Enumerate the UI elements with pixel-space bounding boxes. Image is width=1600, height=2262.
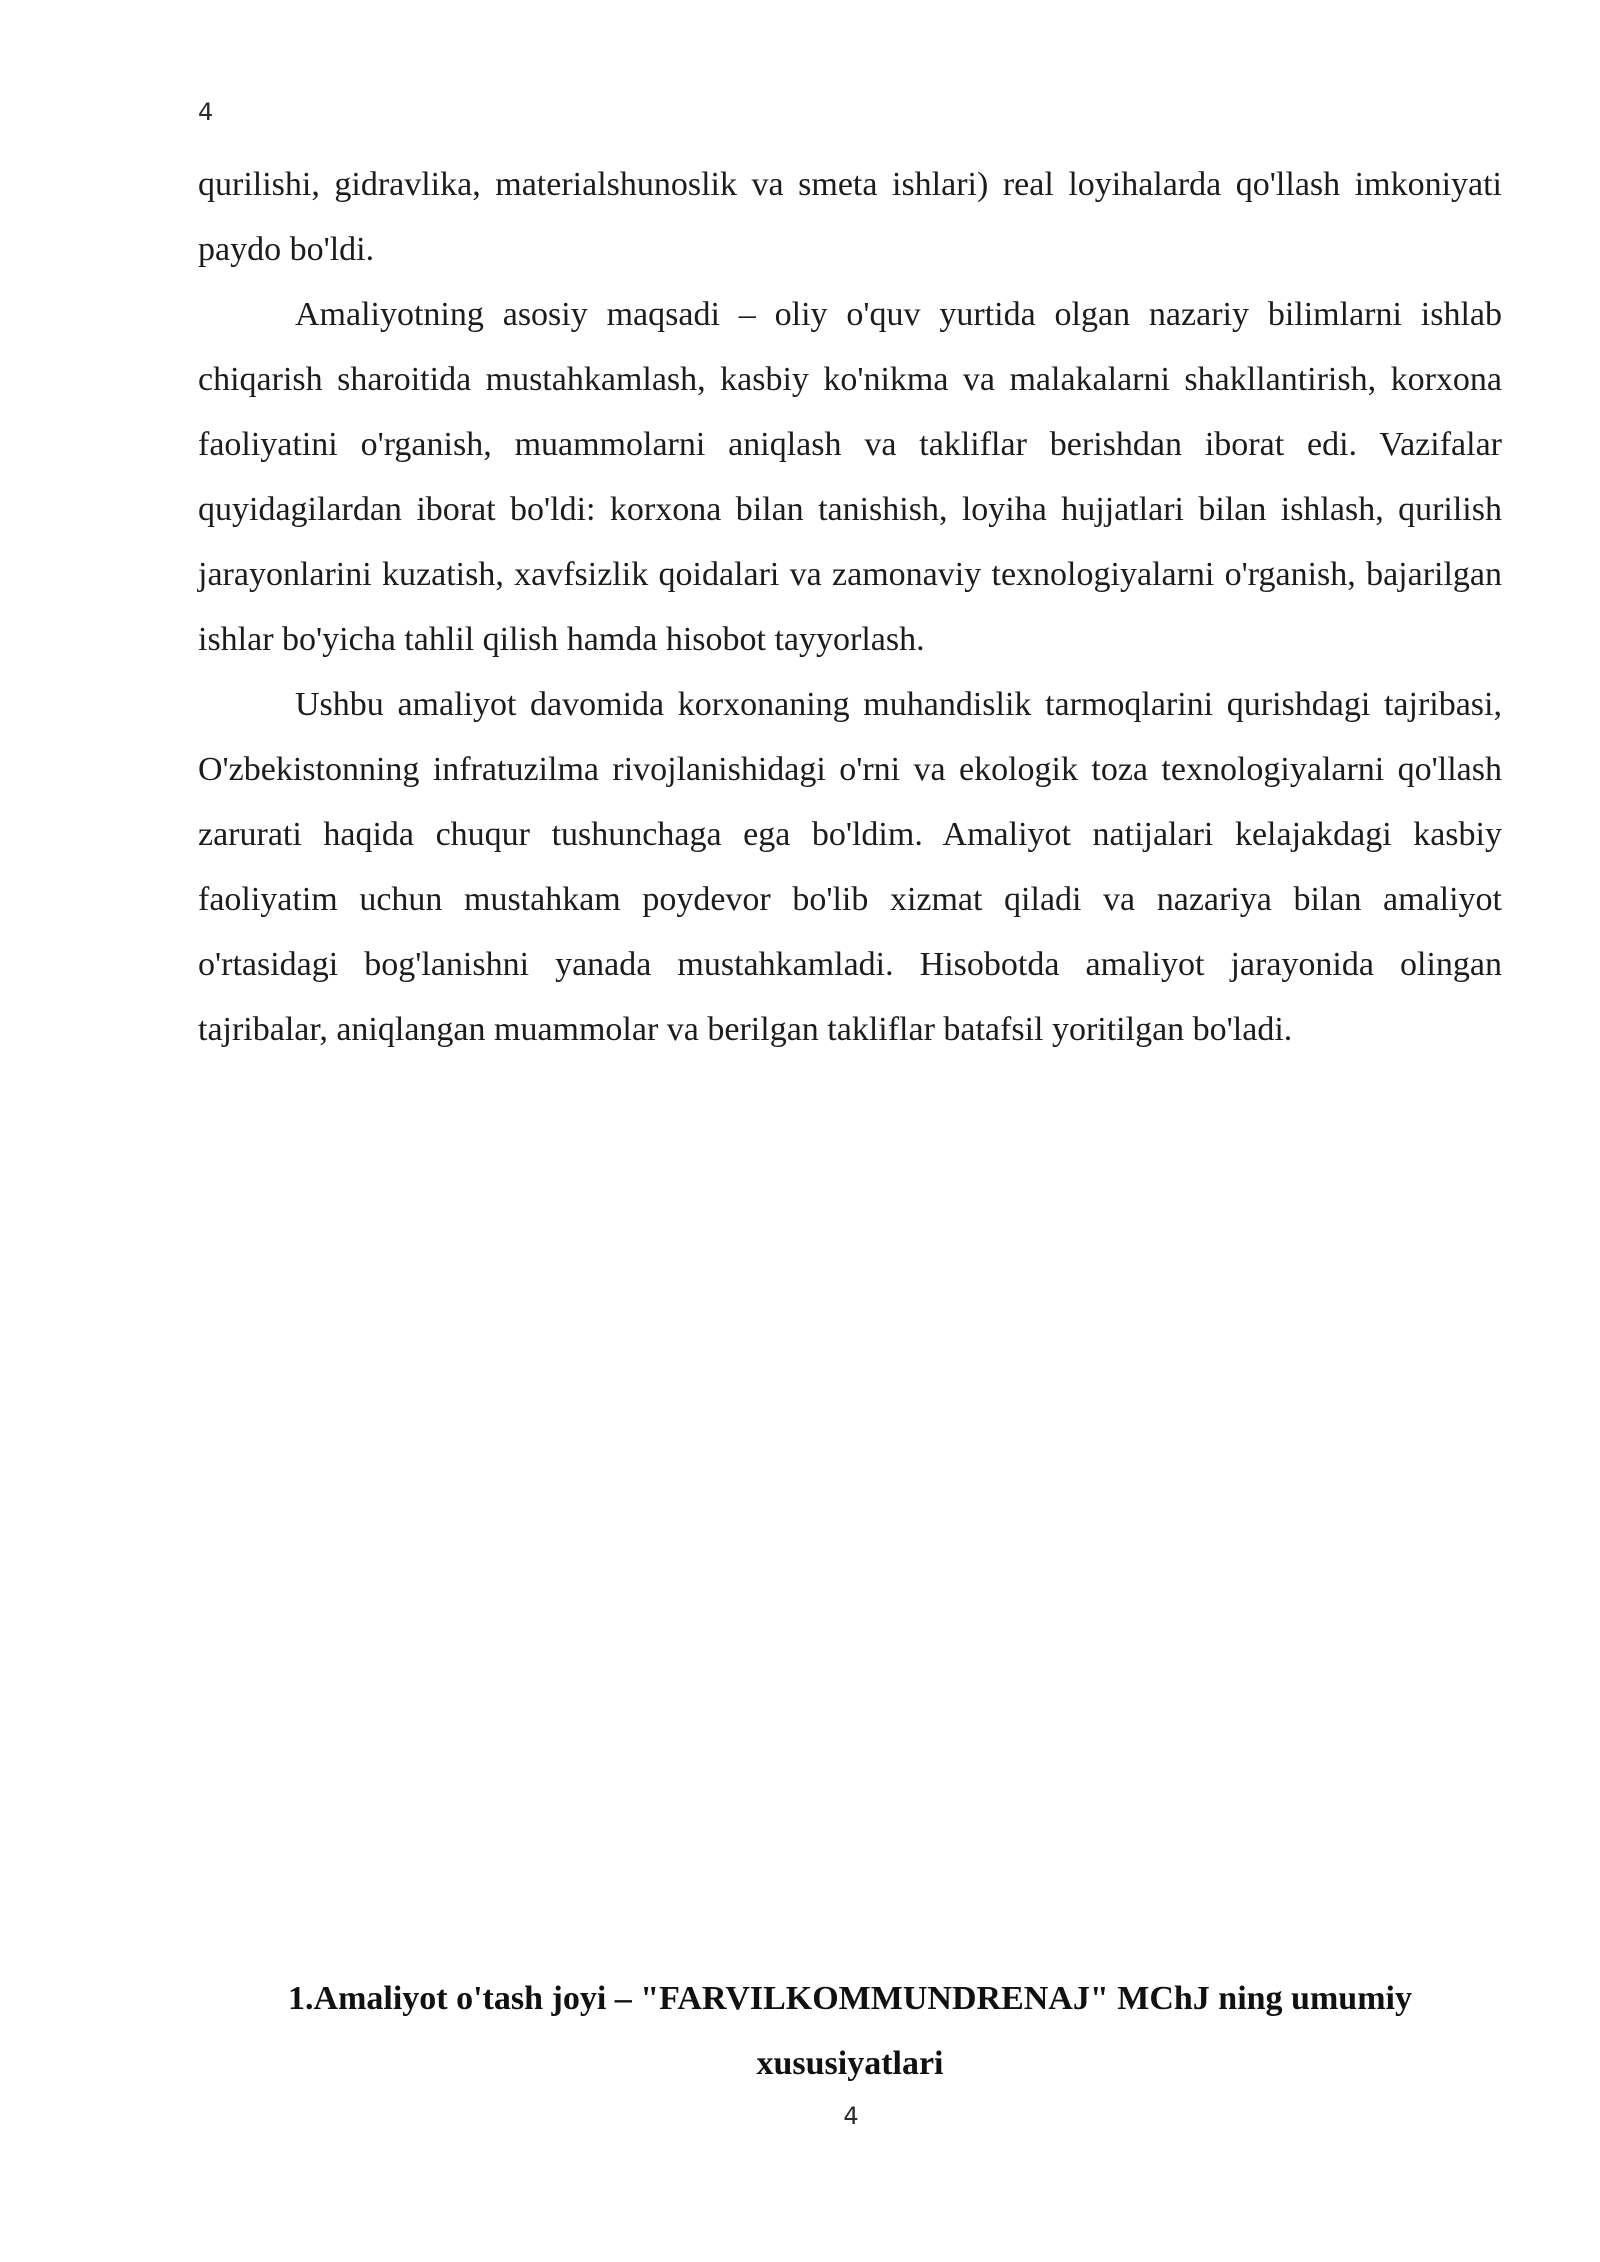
paragraph-conclusion: Ushbu amaliyot davomida korxonaning muhandislik tarmoqlarini qurishdagi tajribasi, O'zbekistonning infratuzilma rivojlanishidagi o'rni va ekologik toza texnologiyalarni qo'llash zarurati haqida chuqur tushunchaga ega bo'ldim. Amaliyot natijalari kelajakdagi kasbiy faoliyatim uchun mustahkam poydevor bo'lib xizmat qiladi va nazariya bilan amaliyot o'rtasidagi bog'lanishni yanada mustahkamladi. Hisobotda amaliyot jarayonida olingan tajribalar, aniqlangan muammolar va berilgan takliflar batafsil yoritilgan bo'ladi.	[198, 686, 1502, 1048]
section-heading-line-2: xususiyatlari	[756, 2045, 944, 2082]
paragraph-goals: Amaliyotning asosiy maqsadi – oliy o'quv yurtida olgan nazariy bilimlarni ishlab chiqarish sharoitida mustahkamlash, kasbiy ko'nikma va malakalarni shakllantirish, korxona faoliyatini o'rganish, muammolarni aniqlash va takliflar berishdan iborat edi. Vazifalar quyidagilardan iborat bo'ldi: korxona bilan tanishish, loyiha hujjatlari bilan ishlash, qurilish jarayonlarini kuzatish, xavfsizlik qoidalari va zamonaviy texnologiyalarni o'rganish, bajarilgan ishlar bo'yicha tahlil qilish hamda hisobot tayyorlash.	[198, 296, 1502, 658]
section-heading	[198, 1966, 1502, 2096]
page-number-bottom: 4	[843, 2102, 859, 2130]
body-text	[198, 152, 1502, 1062]
page-number-top: 4	[198, 98, 214, 126]
section-heading-line-1: 1.Amaliyot o'tash joyi – "FARVILKOMMUNDRENAJ" MChJ ning umumiy	[288, 1980, 1412, 2017]
paragraph-continuation: qurilishi, gidravlika, materialshunoslik va smeta ishlari) real loyihalarda qo'llash imkoniyati paydo bo'ldi.	[198, 166, 1502, 268]
